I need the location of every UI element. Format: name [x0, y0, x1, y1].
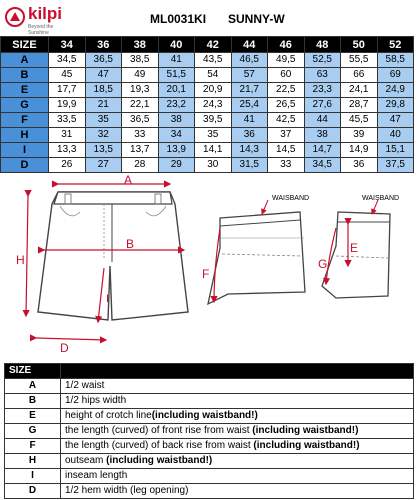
size-cell: 24,1 — [341, 83, 378, 98]
size-cell: 54 — [195, 68, 232, 83]
size-cell: 35 — [85, 113, 122, 128]
size-cell: 37 — [268, 128, 305, 143]
legend-text: the length (curved) of front rise from waist — [65, 425, 253, 436]
legend-description — [61, 439, 414, 454]
size-cell: 20,9 — [195, 83, 232, 98]
size-row-key: E — [1, 83, 49, 98]
size-cell: 41 — [158, 53, 195, 68]
legend-header-filler — [61, 364, 414, 379]
legend-header-row — [5, 364, 414, 379]
size-header-cell: 42 — [195, 37, 232, 53]
size-cell: 49,5 — [268, 53, 305, 68]
size-cell: 28 — [122, 158, 159, 173]
size-row-a — [1, 53, 414, 68]
size-cell: 13,9 — [158, 143, 195, 158]
brand-tagline: Beyond the Sunshine — [28, 24, 54, 36]
size-header-cell: 38 — [122, 37, 159, 53]
size-cell: 22,5 — [268, 83, 305, 98]
size-cell: 13,3 — [49, 143, 86, 158]
size-row-f — [1, 113, 414, 128]
size-cell: 46,5 — [231, 53, 268, 68]
legend-text: outseam — [65, 455, 107, 466]
front-rise-drawing — [202, 195, 309, 304]
dimension-label-e: E — [350, 241, 359, 255]
legend-note: (including waistband!) — [151, 410, 258, 421]
size-cell: 31,5 — [231, 158, 268, 173]
size-cell: 21 — [85, 98, 122, 113]
legend-description — [61, 424, 414, 439]
size-cell: 58,5 — [377, 53, 414, 68]
size-cell: 21,7 — [231, 83, 268, 98]
size-row-g — [1, 98, 414, 113]
size-cell: 36,5 — [85, 53, 122, 68]
size-header-cell: 44 — [231, 37, 268, 53]
size-cell: 38,5 — [122, 53, 159, 68]
size-row-e — [1, 83, 414, 98]
size-row-key: G — [1, 98, 49, 113]
size-cell: 40 — [377, 128, 414, 143]
legend-description — [61, 454, 414, 469]
size-cell: 69 — [377, 68, 414, 83]
size-cell: 47 — [377, 113, 414, 128]
size-cell: 39,5 — [195, 113, 232, 128]
front-shorts-drawing — [16, 173, 188, 355]
size-cell: 24,9 — [377, 83, 414, 98]
size-cell: 23,2 — [158, 98, 195, 113]
size-cell: 32 — [85, 128, 122, 143]
size-cell: 19,9 — [49, 98, 86, 113]
size-header-cell: 40 — [158, 37, 195, 53]
size-cell: 23,3 — [304, 83, 341, 98]
size-cell: 22,1 — [122, 98, 159, 113]
size-cell: 38 — [304, 128, 341, 143]
size-header-cell: 48 — [304, 37, 341, 53]
size-cell: 14,1 — [195, 143, 232, 158]
size-cell: 19,3 — [122, 83, 159, 98]
size-cell: 25,4 — [231, 98, 268, 113]
legend-key: D — [5, 484, 61, 499]
size-cell: 29 — [158, 158, 195, 173]
size-cell: 57 — [231, 68, 268, 83]
waistband-label-back: WAISBAND — [362, 195, 400, 202]
legend-text: 1/2 hips width — [65, 395, 127, 406]
dimension-label-i: I — [106, 293, 110, 305]
size-row-h — [1, 128, 414, 143]
size-header-row — [1, 37, 414, 53]
legend-row-h — [5, 454, 414, 469]
size-row-key: D — [1, 158, 49, 173]
size-cell: 31 — [49, 128, 86, 143]
legend-description — [61, 409, 414, 424]
legend-description — [61, 484, 414, 499]
size-cell: 43,5 — [195, 53, 232, 68]
size-cell: 30 — [195, 158, 232, 173]
garment-drawings — [0, 172, 420, 358]
legend-text: the length (curved) of back rise from waist — [65, 440, 254, 451]
size-row-key: A — [1, 53, 49, 68]
legend-description — [61, 379, 414, 394]
size-row-i — [1, 143, 414, 158]
size-row-b — [1, 68, 414, 83]
legend-row-i — [5, 469, 414, 484]
size-cell: 36 — [341, 158, 378, 173]
size-cell: 36 — [231, 128, 268, 143]
size-cell: 51,5 — [158, 68, 195, 83]
product-code: ML0031KI — [150, 12, 207, 26]
legend-note: (including waistband!) — [253, 440, 360, 451]
size-cell: 39 — [341, 128, 378, 143]
size-cell: 42,5 — [268, 113, 305, 128]
legend-key: G — [5, 424, 61, 439]
size-cell: 49 — [122, 68, 159, 83]
document-header — [0, 0, 420, 36]
size-cell: 18,5 — [85, 83, 122, 98]
legend-key: A — [5, 379, 61, 394]
size-cell: 37,5 — [377, 158, 414, 173]
size-chart-table — [0, 36, 414, 173]
waistband-label-front: WAISBAND — [272, 195, 310, 202]
legend-description — [61, 394, 414, 409]
size-cell: 14,7 — [304, 143, 341, 158]
size-cell: 41 — [231, 113, 268, 128]
legend-text: height of crotch line — [65, 410, 152, 421]
dimension-label-b: B — [126, 237, 135, 251]
brand-name: kilpi — [28, 4, 63, 23]
dimension-label-d: D — [60, 341, 69, 355]
legend-text: 1/2 waist — [65, 380, 105, 391]
size-row-key: B — [1, 68, 49, 83]
size-cell: 20,1 — [158, 83, 195, 98]
legend-row-g — [5, 424, 414, 439]
brand-emblem-icon — [4, 6, 26, 28]
size-header-cell: 46 — [268, 37, 305, 53]
legend-row-d — [5, 484, 414, 499]
legend-key: B — [5, 394, 61, 409]
size-row-d — [1, 158, 414, 173]
legend-note: (including waistband!) — [106, 455, 213, 466]
size-cell: 47 — [85, 68, 122, 83]
size-header-cell: 52 — [377, 37, 414, 53]
legend-note: (including waistband!) — [252, 425, 359, 436]
legend-key: E — [5, 409, 61, 424]
size-header-cell: 34 — [49, 37, 86, 53]
legend-key: H — [5, 454, 61, 469]
size-cell: 60 — [268, 68, 305, 83]
legend-text: inseam length — [65, 470, 128, 481]
legend-row-b — [5, 394, 414, 409]
size-cell: 52,5 — [304, 53, 341, 68]
size-cell: 45,5 — [341, 113, 378, 128]
size-cell: 14,9 — [341, 143, 378, 158]
size-cell: 33,5 — [49, 113, 86, 128]
size-cell: 66 — [341, 68, 378, 83]
size-cell: 26,5 — [268, 98, 305, 113]
dimension-label-g: G — [318, 257, 328, 271]
size-cell: 24,3 — [195, 98, 232, 113]
size-cell: 13,5 — [85, 143, 122, 158]
legend-row-e — [5, 409, 414, 424]
size-cell: 35 — [195, 128, 232, 143]
size-row-key: H — [1, 128, 49, 143]
legend-key: I — [5, 469, 61, 484]
size-cell: 27 — [85, 158, 122, 173]
size-cell: 63 — [304, 68, 341, 83]
size-cell: 28,7 — [341, 98, 378, 113]
size-cell: 13,7 — [122, 143, 159, 158]
dimension-label-a: A — [124, 173, 133, 187]
size-cell: 33 — [268, 158, 305, 173]
brand-logo — [4, 4, 74, 34]
legend-header-label: SIZE — [5, 364, 61, 379]
legend-row-f — [5, 439, 414, 454]
size-cell: 38 — [158, 113, 195, 128]
size-cell: 34,5 — [49, 53, 86, 68]
size-row-key: F — [1, 113, 49, 128]
size-cell: 14,3 — [231, 143, 268, 158]
size-cell: 55,5 — [341, 53, 378, 68]
size-cell: 44 — [304, 113, 341, 128]
size-cell: 36,5 — [122, 113, 159, 128]
size-cell: 15,1 — [377, 143, 414, 158]
measurement-legend-table — [4, 363, 414, 499]
dimension-label-f: F — [202, 267, 210, 281]
legend-description — [61, 469, 414, 484]
size-header-label: SIZE — [1, 37, 49, 53]
product-model: SUNNY-W — [228, 12, 285, 26]
size-cell: 33 — [122, 128, 159, 143]
legend-row-a — [5, 379, 414, 394]
size-cell: 27,6 — [304, 98, 341, 113]
back-rise-drawing — [318, 195, 399, 298]
size-header-cell: 50 — [341, 37, 378, 53]
legend-key: F — [5, 439, 61, 454]
size-row-key: I — [1, 143, 49, 158]
size-cell: 26 — [49, 158, 86, 173]
size-header-cell: 36 — [85, 37, 122, 53]
legend-text: 1/2 hem width (leg opening) — [65, 485, 189, 496]
size-cell: 34 — [158, 128, 195, 143]
size-cell: 34,5 — [304, 158, 341, 173]
size-cell: 17,7 — [49, 83, 86, 98]
size-cell: 29,8 — [377, 98, 414, 113]
size-cell: 45 — [49, 68, 86, 83]
size-cell: 14,5 — [268, 143, 305, 158]
dimension-label-h: H — [16, 253, 25, 267]
